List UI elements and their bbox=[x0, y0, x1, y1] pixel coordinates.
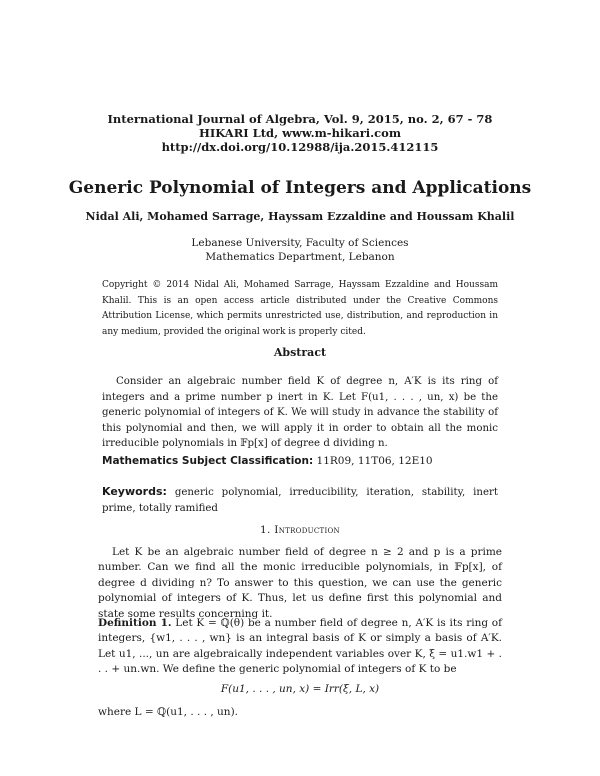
msc-line bbox=[102, 455, 498, 467]
paper-title: Generic Polynomial of Integers and Applications bbox=[68, 178, 532, 198]
definition-label: Definition 1. bbox=[98, 617, 172, 629]
formula-where-clause: where L = ℚ(u1, . . . , un). bbox=[98, 706, 239, 718]
keywords-line bbox=[102, 484, 498, 516]
abstract-heading: Abstract bbox=[273, 346, 327, 359]
author-list: Nidal Ali, Mohamed Sarrage, Hayssam Ezzaldine and Houssam Khalil bbox=[85, 210, 515, 223]
affiliation bbox=[0, 236, 600, 264]
keywords-label: Keywords: bbox=[102, 485, 167, 498]
abstract-text: Consider an algebraic number field K of degree n, A′K is its ring of integers and a prime number p inert in K. Let F(u1, . . . , un, x) be the generic polynomial of integers of K. We will study in advance the stability of this polynomial and then, we will apply it in order to obtain all the monic irreducible polynomials in 𝔽p[x] of degree d dividing n. bbox=[102, 376, 498, 449]
msc-label: Mathematics Subject Classification: bbox=[102, 455, 314, 467]
affiliation-line-1: Lebanese University, Faculty of Sciences bbox=[191, 237, 409, 249]
definition-block bbox=[98, 616, 502, 678]
doi-link[interactable]: http://dx.doi.org/10.12988/ija.2015.412115 bbox=[161, 140, 439, 154]
definition-text: Let K = ℚ(θ) be a number field of degree n, A′K is its ring of integers, {w1, . . . , wn} is an integral basis of K or simply a basis of A′K. Let u1, ..., un are algebraically independent variables over K, ξ = u1.w1 + . . . + un.wn. We define the generic polynomial of integers of K to be bbox=[98, 617, 503, 676]
keywords-list: generic polynomial, irreducibility, iteration, stability, inert prime, totally ramified bbox=[102, 487, 498, 514]
publisher-line[interactable]: HIKARI Ltd, www.m-hikari.com bbox=[199, 126, 401, 140]
msc-codes: 11R09, 11T06, 12E10 bbox=[313, 455, 433, 467]
introduction-paragraph: Let K be an algebraic number field of degree n ≥ 2 and p is a prime number. Can we find all the monic irreducible polynomials, in 𝔽p[x], of degree d dividing n? To answer to this question, we can use the generic polynomial of integers of K. Thus, let us define first this polynomial and state some results concerning it. bbox=[98, 546, 502, 620]
journal-header bbox=[0, 112, 600, 154]
affiliation-line-2: Mathematics Department, Lebanon bbox=[205, 251, 395, 263]
generic-polynomial-formula: F(u1, . . . , un, x) = Irr(ξ, L, x) bbox=[220, 683, 380, 695]
copyright-notice: Copyright © 2014 Nidal Ali, Mohamed Sarrage, Hayssam Ezzaldine and Houssam Khalil. This is an open access article distributed under the Creative Commons Attribution License, which permits unrestricted use, distribution, and reproduction in any medium, provided the original work is properly cited. bbox=[102, 280, 498, 337]
journal-citation: International Journal of Algebra, Vol. 9, 2015, no. 2, 67 - 78 bbox=[107, 112, 493, 126]
section-heading-introduction: 1. Introduction bbox=[260, 524, 340, 536]
